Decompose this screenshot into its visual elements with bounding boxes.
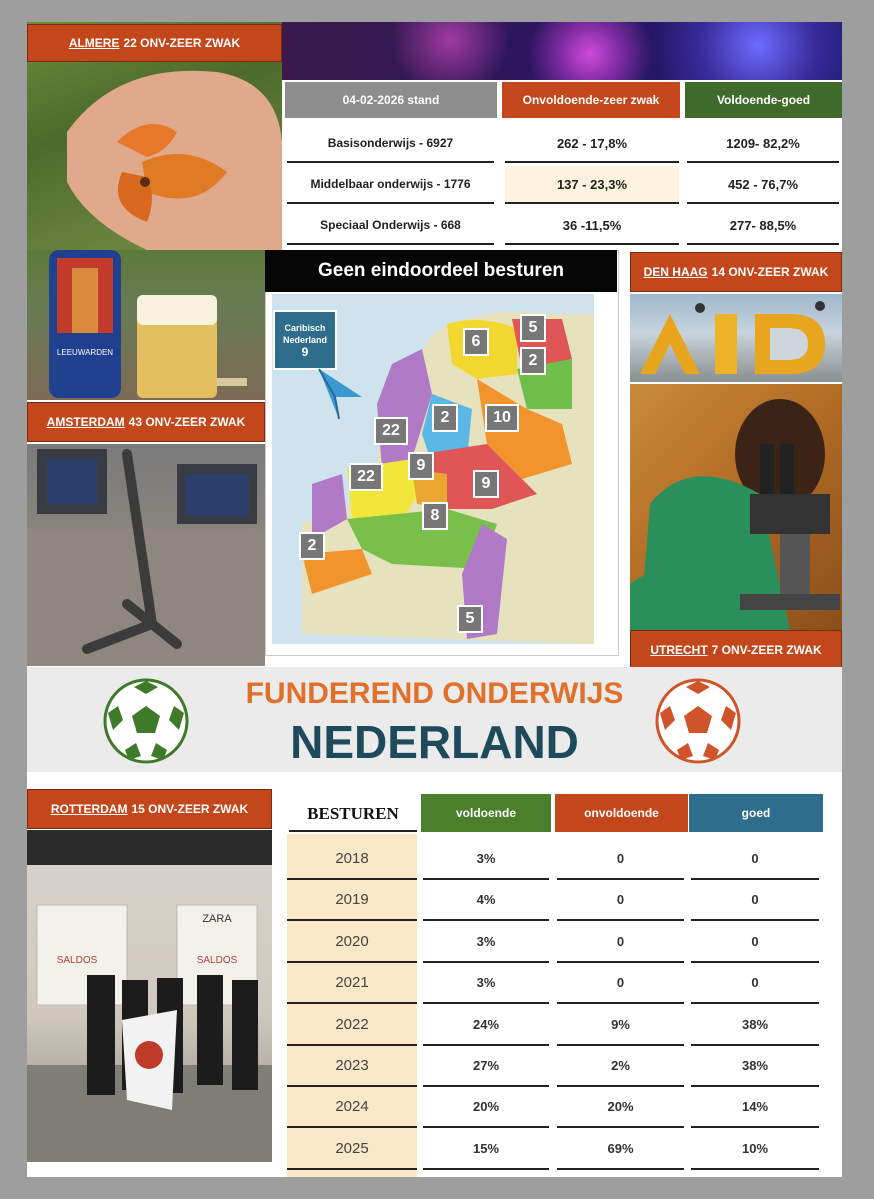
header-date: 04-02-2026 stand [285, 82, 497, 118]
besturen-year-2020: 2020 [287, 922, 417, 963]
besturen-voldoende-2018: 3% [423, 839, 549, 880]
map-badge-zuid-holland: 22 [349, 463, 383, 491]
besturen-goed-2024: 14% [691, 1087, 819, 1128]
denhaag-count: 14 ONV-ZEER ZWAK [711, 265, 829, 279]
row-middelbaar-onv: 137 - 23,3% [505, 166, 679, 204]
map-badge-friesland: 6 [463, 328, 489, 356]
shop-sale-text: SALDOS [56, 955, 98, 966]
besturen-onvoldoende-2023: 2% [557, 1046, 684, 1087]
map-badge-groningen: 5 [520, 314, 546, 342]
rotterdam-count: 15 ONV-ZEER ZWAK [131, 802, 249, 816]
besturen-goed-2025: 10% [691, 1129, 819, 1170]
beer-photo [27, 250, 265, 400]
row-middelbaar-label: Middelbaar onderwijs - 1776 [287, 166, 494, 204]
map-badge-gelderland: 9 [473, 470, 499, 498]
row-speciaal-onv: 36 -11,5% [505, 207, 679, 245]
caribisch-line1: Caribisch [284, 323, 326, 333]
besturen-year-2023: 2023 [287, 1046, 417, 1087]
rotterdam-tag [27, 789, 272, 829]
almere-tag [27, 24, 282, 62]
besturen-onvoldoende-2018: 0 [557, 839, 684, 880]
amsterdam-tag [27, 402, 265, 442]
rotterdam-city: ROTTERDAM [50, 802, 128, 816]
besturen-title: BESTUREN [289, 798, 417, 832]
besturen-voldoende-2022: 24% [423, 1005, 549, 1046]
map-badge-zeeland: 2 [299, 532, 325, 560]
besturen-voldoende-2023: 27% [423, 1046, 549, 1087]
besturen-year-2019: 2019 [287, 880, 417, 921]
soccer-ball-green-icon [103, 678, 189, 764]
besturen-goed-2018: 0 [691, 839, 819, 880]
besturen-goed-2020: 0 [691, 922, 819, 963]
rotterdam-choir-photo [27, 830, 272, 1162]
besturen-year-2018: 2018 [287, 839, 417, 880]
caribisch-box [273, 310, 337, 370]
besturen-year-2025: 2025 [287, 1129, 417, 1170]
besturen-onvoldoende-2022: 9% [557, 1005, 684, 1046]
amsterdam-count: 43 ONV-ZEER ZWAK [128, 415, 246, 429]
besturen-voldoende-2020: 3% [423, 922, 549, 963]
map-badge-utrecht: 9 [408, 452, 434, 480]
besturen-goed-2019: 0 [691, 880, 819, 921]
besturen-onvoldoende-2019: 0 [557, 880, 684, 921]
caribisch-value: 9 [301, 345, 309, 359]
shop-sign-text: ZARA [202, 913, 232, 925]
map-badge-drenthe: 2 [520, 347, 546, 375]
shop-sale-text-2: SALDOS [196, 955, 238, 966]
besturen-goed-2021: 0 [691, 963, 819, 1004]
besturen-year-2022: 2022 [287, 1005, 417, 1046]
besturen-voldoende-2024: 20% [423, 1087, 549, 1128]
denhaag-tag [630, 252, 842, 292]
row-speciaal-vold: 277- 88,5% [687, 207, 839, 245]
besturen-goed-2023: 38% [691, 1046, 819, 1087]
concert-lights-photo [282, 22, 842, 80]
amsterdam-anchor-photo [27, 444, 265, 666]
row-basis-onv: 262 - 17,8% [505, 125, 679, 163]
header-besturen-onvoldoende: onvoldoende [555, 794, 688, 832]
caribisch-line2: Nederland [282, 335, 327, 345]
banner-line1: FUNDEREND ONDERWIJS [245, 677, 624, 710]
besturen-onvoldoende-2024: 20% [557, 1087, 684, 1128]
almere-city: ALMERE [68, 36, 120, 50]
besturen-year-2024: 2024 [287, 1087, 417, 1128]
map-badge-flevoland: 2 [432, 404, 458, 432]
infographic-page [27, 22, 842, 1177]
banner-line2: NEDERLAND [290, 716, 579, 768]
map-title: Geen eindoordeel besturen [265, 250, 617, 292]
besturen-voldoende-2021: 3% [423, 963, 549, 1004]
header-onvoldoende: Onvoldoende-zeer zwak [502, 82, 680, 118]
almere-count: 22 ONV-ZEER ZWAK [123, 36, 241, 50]
besturen-onvoldoende-2025: 69% [557, 1129, 684, 1170]
row-basis-label: Basisonderwijs - 6927 [287, 125, 494, 163]
map-badge-noord-brabant: 8 [422, 502, 448, 530]
besturen-voldoende-2019: 4% [423, 880, 549, 921]
utrecht-tag [630, 630, 842, 670]
amsterdam-city: AMSTERDAM [46, 415, 125, 429]
denhaag-city: DEN HAAG [643, 265, 708, 279]
map-badge-noord-holland: 22 [374, 417, 408, 445]
denhaag-aid-photo [630, 294, 842, 382]
besturen-goed-2022: 38% [691, 1005, 819, 1046]
paper-plane-icon [317, 367, 367, 422]
header-besturen-voldoende: voldoende [421, 794, 551, 832]
map-badge-limburg: 5 [457, 605, 483, 633]
besturen-year-2021: 2021 [287, 963, 417, 1004]
header-besturen-goed: goed [689, 794, 823, 832]
utrecht-count: 7 ONV-ZEER ZWAK [711, 643, 822, 657]
row-middelbaar-vold: 452 - 76,7% [687, 166, 839, 204]
utrecht-city: UTRECHT [650, 643, 708, 657]
beer-brand-text: LEEUWARDEN [56, 348, 114, 357]
row-speciaal-label: Speciaal Onderwijs - 668 [287, 207, 494, 245]
header-voldoende: Voldoende-goed [685, 82, 842, 118]
utrecht-microscope-photo [630, 384, 842, 630]
besturen-voldoende-2025: 15% [423, 1129, 549, 1170]
map-badge-overijssel: 10 [485, 404, 519, 432]
besturen-onvoldoende-2020: 0 [557, 922, 684, 963]
row-basis-vold: 1209- 82,2% [687, 125, 839, 163]
besturen-onvoldoende-2021: 0 [557, 963, 684, 1004]
